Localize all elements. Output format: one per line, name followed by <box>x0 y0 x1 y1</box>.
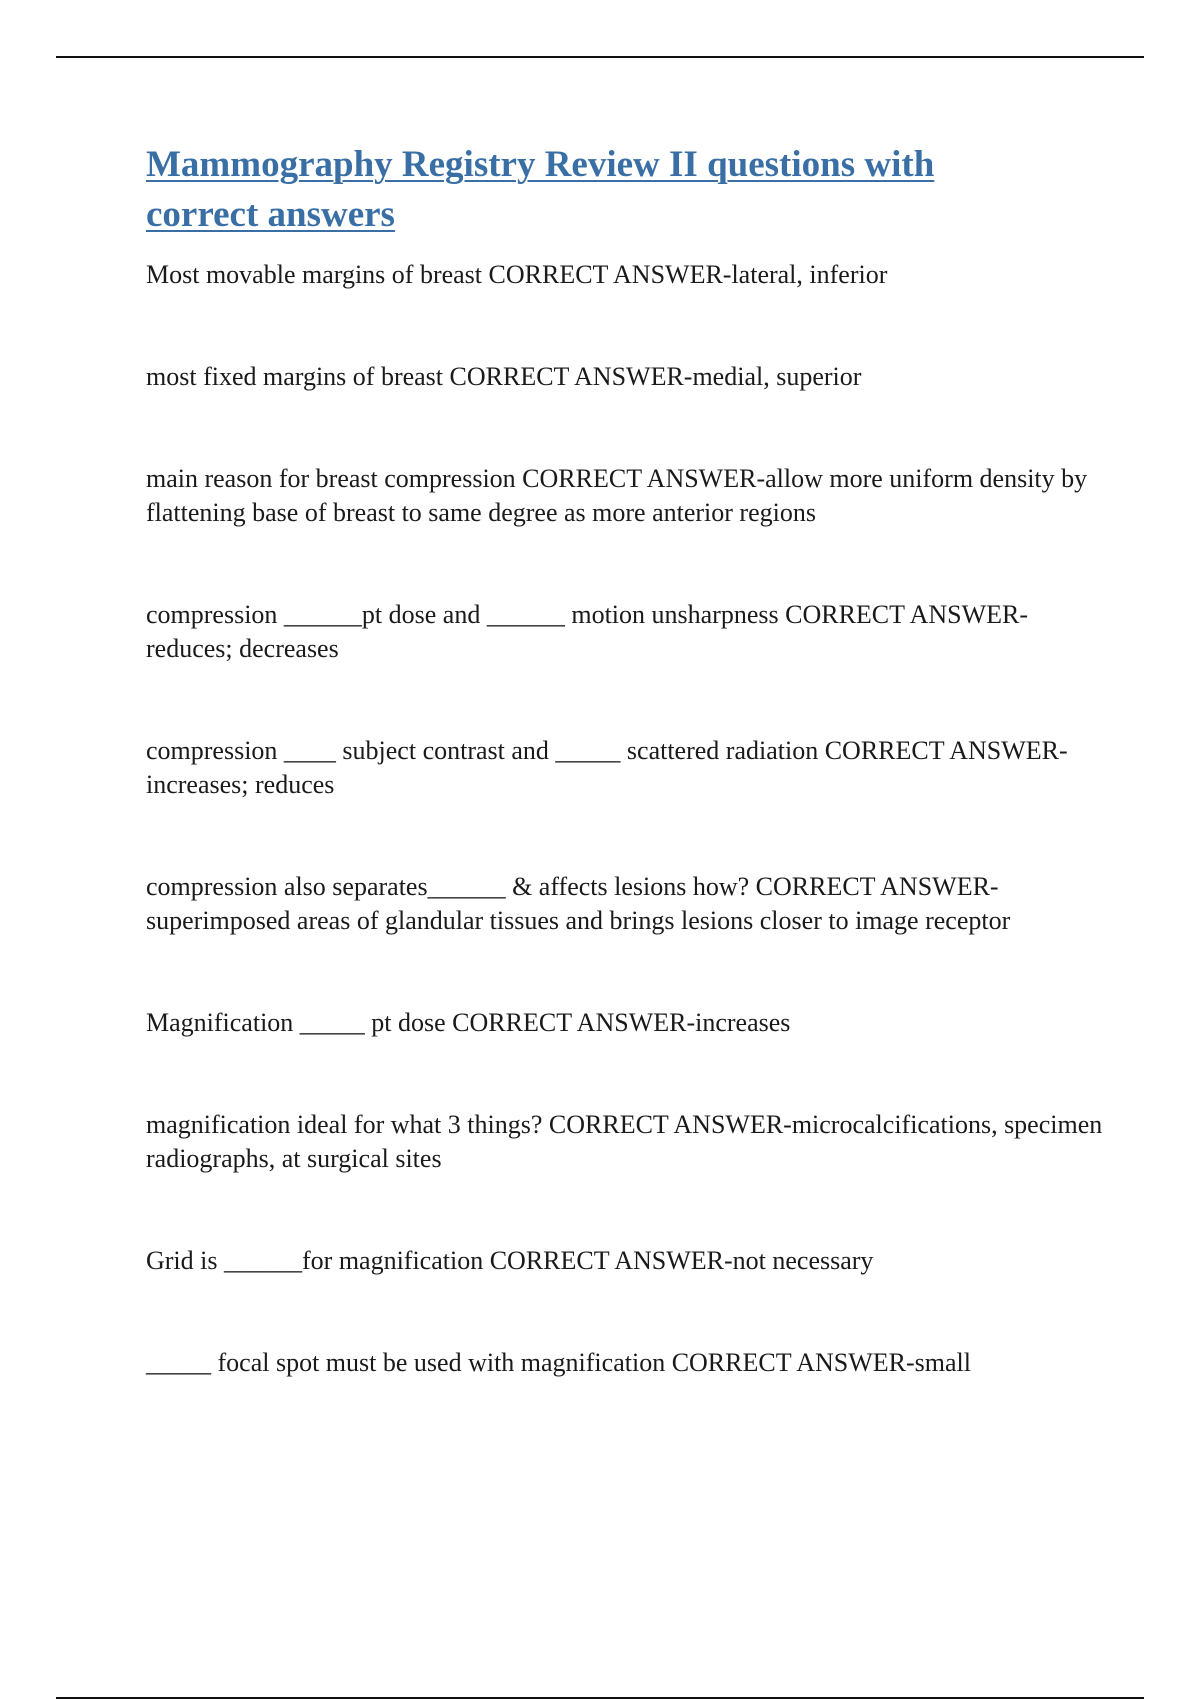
qa-item: compression ____ subject contrast and _____ scattered radiation CORRECT ANSWER-increases; reduces <box>146 736 1068 799</box>
document-body <box>146 140 1106 1380</box>
qa-item: main reason for breast compression CORRECT ANSWER-allow more uniform density by flattening base of breast to same degree as more anterior regions <box>146 464 1088 527</box>
qa-item: Magnification _____ pt dose CORRECT ANSWER-increases <box>146 1008 791 1037</box>
qa-item: _____ focal spot must be used with magnification CORRECT ANSWER-small <box>146 1348 971 1377</box>
top-rule <box>56 56 1144 58</box>
qa-item: Grid is ______for magnification CORRECT ANSWER-not necessary <box>146 1246 874 1275</box>
qa-item: compression ______pt dose and ______ motion unsharpness CORRECT ANSWER-reduces; decreases <box>146 600 1029 663</box>
qa-item: Most movable margins of breast CORRECT ANSWER-lateral, inferior <box>146 260 888 289</box>
bottom-rule <box>56 1697 1144 1699</box>
qa-item: magnification ideal for what 3 things? CORRECT ANSWER-microcalcifications, specimen radiographs, at surgical sites <box>146 1110 1103 1173</box>
qa-item: most fixed margins of breast CORRECT ANSWER-medial, superior <box>146 362 862 391</box>
qa-item: compression also separates______ & affects lesions how? CORRECT ANSWER-superimposed areas of glandular tissues and brings lesions closer to image receptor <box>146 872 1011 935</box>
qa-list <box>146 258 1106 1380</box>
document-title[interactable]: Mammography Registry Review II questions with correct answers <box>146 144 935 235</box>
